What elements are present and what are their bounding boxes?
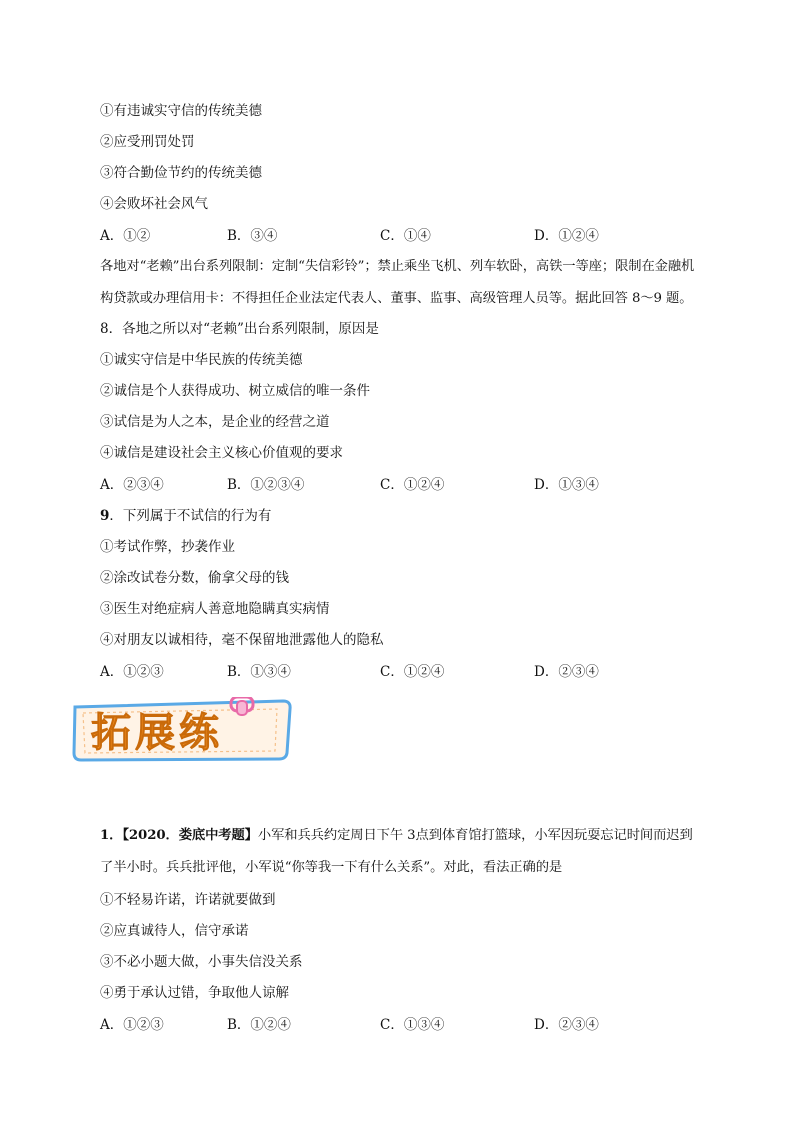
q9-choice-a: A．①②③ (100, 664, 164, 680)
q7-choice-b: B．③④ (227, 228, 278, 244)
q7-option-2: ②应受刑罚处罚 (100, 134, 195, 150)
q7-option-4: ④会败坏社会风气 (100, 196, 208, 212)
q9-stem (100, 507, 271, 525)
q9-choice-c: C．①②④ (380, 664, 445, 680)
q8-option-4: ④诚信是建设社会主义核心价值观的要求 (100, 445, 343, 461)
q9-option-3: ③医生对绝症病人善意地隐瞒真实病情 (100, 601, 330, 617)
ext-q1-choice-c: C．①③④ (380, 1017, 445, 1033)
q8-choice-c: C．①②④ (380, 477, 445, 493)
ext-q1-choice-a: A．①②③ (100, 1017, 164, 1033)
extension-banner (71, 697, 293, 763)
ext-q1-stem-text: 小军和兵兵约定周日下午 3点到体育馆打篮球，小军因玩耍忘记时间而迟到了半小时。兵兵批评他，小军说“你等我一下有什么关系”。对此，看法正确的是 (100, 828, 693, 875)
material-paragraph: 各地对“老赖”出台系列限制：定制“失信彩铃”；禁止乘坐飞机、列车软卧，高铁一等座；限制在金融机构贷款或办理信用卡：不得担任企业法定代表人、董事、监事、高级管理人员等。据此回答 8～9 题。 (100, 259, 695, 306)
ext-q1-choice-b: B．①②④ (227, 1017, 291, 1033)
q8-choices (100, 476, 710, 494)
q7-choice-d: D．①②④ (534, 228, 599, 244)
ext-q1-choice-d: D．②③④ (534, 1017, 599, 1033)
q7-option-1: ①有违诚实守信的传统美德 (100, 103, 262, 119)
ext-q1-stem (100, 820, 702, 884)
q7-choices (100, 227, 710, 245)
q8-option-1: ①诚实守信是中华民族的传统美德 (100, 352, 303, 368)
ext-q1-tag: 1．【2020．娄底中考题】 (100, 828, 258, 843)
q9-option-4: ④对朋友以诚相待，毫不保留地泄露他人的隐私 (100, 632, 384, 648)
q9-option-1: ①考试作弊，抄袭作业 (100, 539, 235, 555)
ext-q1-option-3: ③不必小题大做，小事失信没关系 (100, 954, 303, 970)
banner-title: 拓展练 (91, 710, 223, 756)
q8-option-2: ②诚信是个人获得成功、树立威信的唯一条件 (100, 383, 370, 399)
q9-stem-text: ．下列属于不试信的行为有 (109, 508, 272, 524)
q7-choice-c: C．①④ (380, 228, 431, 244)
q8-choice-b: B．①②③④ (227, 477, 305, 493)
q8-option-3: ③试信是为人之本，是企业的经营之道 (100, 414, 330, 430)
q8-choice-a: A．②③④ (100, 477, 164, 493)
q9-option-2: ②涂改试卷分数，偷拿父母的钱 (100, 570, 289, 586)
ext-q1-choices (100, 1016, 710, 1034)
q8-choice-d: D．①③④ (534, 477, 599, 493)
ext-q1-option-1: ①不轻易许诺，许诺就要做到 (100, 892, 276, 908)
ext-q1-option-4: ④勇于承认过错，争取他人谅解 (100, 985, 289, 1001)
q9-choice-b: B．①③④ (227, 664, 291, 680)
q7-choice-a: A．①② (100, 228, 151, 244)
q7-option-3: ③符合勤俭节约的传统美德 (100, 165, 262, 181)
q9-number: 9 (100, 508, 110, 524)
q8-stem: 8．各地之所以对“老赖”出台系列限制，原因是 (100, 321, 379, 337)
q9-choices (100, 663, 710, 681)
ext-q1-option-2: ②应真诚待人，信守承诺 (100, 923, 249, 939)
q9-choice-d: D．②③④ (534, 664, 599, 680)
